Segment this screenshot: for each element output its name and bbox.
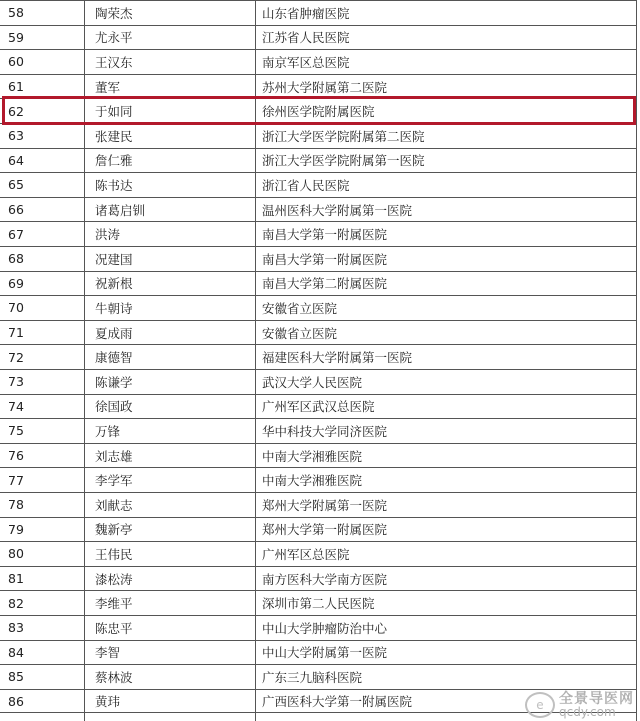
table-right-border xyxy=(636,0,637,721)
row-number: 64 xyxy=(8,152,24,168)
hospital-name: 福建医科大学附属第一医院 xyxy=(262,350,413,366)
row-number: 65 xyxy=(8,177,24,193)
row-number: 59 xyxy=(8,29,24,45)
hospital-name: 南方医科大学南方医院 xyxy=(262,571,388,587)
row-number: 83 xyxy=(8,620,24,636)
table-row xyxy=(0,0,636,25)
row-number: 73 xyxy=(8,374,24,390)
hospital-name: 浙江省人民医院 xyxy=(262,177,350,193)
doctor-name: 陈忠平 xyxy=(95,620,133,636)
row-number: 61 xyxy=(8,79,24,95)
watermark xyxy=(525,692,634,719)
doctor-name: 王汉东 xyxy=(95,54,133,70)
hospital-name: 山东省肿瘤医院 xyxy=(262,5,350,21)
table-row xyxy=(0,344,636,369)
row-number: 75 xyxy=(8,423,24,439)
doctor-name: 张建民 xyxy=(95,128,133,144)
hospital-name: 温州医科大学附属第一医院 xyxy=(262,202,413,218)
row-number: 77 xyxy=(8,472,24,488)
table-row xyxy=(0,664,636,689)
doctor-name: 詹仁雅 xyxy=(95,153,133,169)
hospital-name: 浙江大学医学院附属第二医院 xyxy=(262,128,425,144)
table-row xyxy=(0,443,636,468)
table-row xyxy=(0,197,636,222)
row-number: 84 xyxy=(8,644,24,660)
doctor-name: 洪涛 xyxy=(95,227,121,243)
doctor-name: 李维平 xyxy=(95,596,133,612)
doctor-name: 尤永平 xyxy=(95,30,133,46)
table-row xyxy=(0,49,636,74)
table-row xyxy=(0,221,636,246)
hospital-name: 中南大学湘雅医院 xyxy=(262,448,363,464)
doctor-name: 李学军 xyxy=(95,473,133,489)
row-number: 60 xyxy=(8,54,24,70)
table-row xyxy=(0,246,636,271)
table-row xyxy=(0,566,636,591)
watermark-logo-icon: e xyxy=(525,692,555,718)
hospital-name: 江苏省人民医院 xyxy=(262,30,350,46)
table-row xyxy=(0,74,636,99)
row-number: 70 xyxy=(8,300,24,316)
row-number: 86 xyxy=(8,693,24,709)
table-row xyxy=(0,517,636,542)
row-number: 67 xyxy=(8,226,24,242)
hospital-name: 广东三九脑科医院 xyxy=(262,669,363,685)
doctor-name: 万锋 xyxy=(95,423,121,439)
row-number: 78 xyxy=(8,497,24,513)
doctor-name: 徐国政 xyxy=(95,399,133,415)
row-number: 81 xyxy=(8,571,24,587)
hospital-name: 广州军区武汉总医院 xyxy=(262,399,375,415)
hospital-name: 中南大学湘雅医院 xyxy=(262,473,363,489)
hospital-name: 华中科技大学同济医院 xyxy=(262,423,388,439)
table-row xyxy=(0,295,636,320)
doctor-name: 刘志雄 xyxy=(95,448,133,464)
hospital-name: 南昌大学第一附属医院 xyxy=(262,227,388,243)
row-number: 68 xyxy=(8,251,24,267)
row-number: 66 xyxy=(8,202,24,218)
highlight-box xyxy=(2,96,636,125)
hospital-name: 中山大学肿瘤防治中心 xyxy=(262,620,388,636)
table-row xyxy=(0,467,636,492)
table-row xyxy=(0,123,636,148)
row-number: 62 xyxy=(8,103,24,119)
hospital-name: 广西医科大学第一附属医院 xyxy=(262,694,413,710)
hospital-name: 中山大学附属第一医院 xyxy=(262,645,388,661)
hospital-name: 安徽省立医院 xyxy=(262,325,338,341)
row-number: 74 xyxy=(8,398,24,414)
row-number: 69 xyxy=(8,275,24,291)
table-row xyxy=(0,640,636,665)
row-number: 58 xyxy=(8,5,24,21)
hospital-name: 安徽省立医院 xyxy=(262,300,338,316)
hospital-name: 郑州大学第一附属医院 xyxy=(262,522,388,538)
table-row xyxy=(0,320,636,345)
row-number: 76 xyxy=(8,448,24,464)
doctor-name: 李智 xyxy=(95,645,121,661)
row-number: 72 xyxy=(8,349,24,365)
row-number: 79 xyxy=(8,521,24,537)
doctor-name: 蔡林波 xyxy=(95,669,133,685)
row-number: 80 xyxy=(8,546,24,562)
table-row xyxy=(0,172,636,197)
doctor-name: 陈谦学 xyxy=(95,374,133,390)
row-number: 63 xyxy=(8,128,24,144)
watermark-line2: qcdy.com xyxy=(559,705,616,720)
watermark-line1: 全景导医网 xyxy=(559,690,634,707)
table-row xyxy=(0,541,636,566)
row-number: 71 xyxy=(8,325,24,341)
doctor-name: 黄玮 xyxy=(95,694,121,710)
hospital-name: 深圳市第二人民医院 xyxy=(262,596,375,612)
doctor-name: 董军 xyxy=(95,79,121,95)
doctor-name: 于如同 xyxy=(95,104,133,120)
table-row xyxy=(0,369,636,394)
table-row xyxy=(0,148,636,173)
doctor-name: 陶荣杰 xyxy=(95,5,133,21)
doctor-name: 况建国 xyxy=(95,251,133,267)
hospital-name: 苏州大学附属第二医院 xyxy=(262,79,388,95)
table-row xyxy=(0,418,636,443)
doctor-name: 夏成雨 xyxy=(95,325,133,341)
doctor-name: 漆松涛 xyxy=(95,571,133,587)
watermark-text xyxy=(559,692,634,719)
doctor-name: 刘献志 xyxy=(95,497,133,513)
table-row xyxy=(0,394,636,419)
doctor-name: 康德智 xyxy=(95,350,133,366)
hospital-name: 浙江大学医学院附属第一医院 xyxy=(262,153,425,169)
doctor-name: 魏新亭 xyxy=(95,522,133,538)
doctor-name: 陈书达 xyxy=(95,177,133,193)
table-row xyxy=(0,615,636,640)
doctor-name: 诸葛启钏 xyxy=(95,202,146,218)
table-row xyxy=(0,25,636,50)
hospital-name: 郑州大学附属第一医院 xyxy=(262,497,388,513)
doctor-name: 牛朝诗 xyxy=(95,300,133,316)
hospital-name: 广州军区总医院 xyxy=(262,546,350,562)
row-number: 82 xyxy=(8,595,24,611)
table-row xyxy=(0,271,636,296)
row-number: 85 xyxy=(8,669,24,685)
hospital-name: 南昌大学第一附属医院 xyxy=(262,251,388,267)
table-row xyxy=(0,590,636,615)
table-row xyxy=(0,492,636,517)
doctor-name: 王伟民 xyxy=(95,546,133,562)
doctor-name: 祝新根 xyxy=(95,276,133,292)
hospital-name: 南昌大学第二附属医院 xyxy=(262,276,388,292)
hospital-name: 南京军区总医院 xyxy=(262,54,350,70)
hospital-name: 徐州医学院附属医院 xyxy=(262,104,375,120)
hospital-name: 武汉大学人民医院 xyxy=(262,374,363,390)
